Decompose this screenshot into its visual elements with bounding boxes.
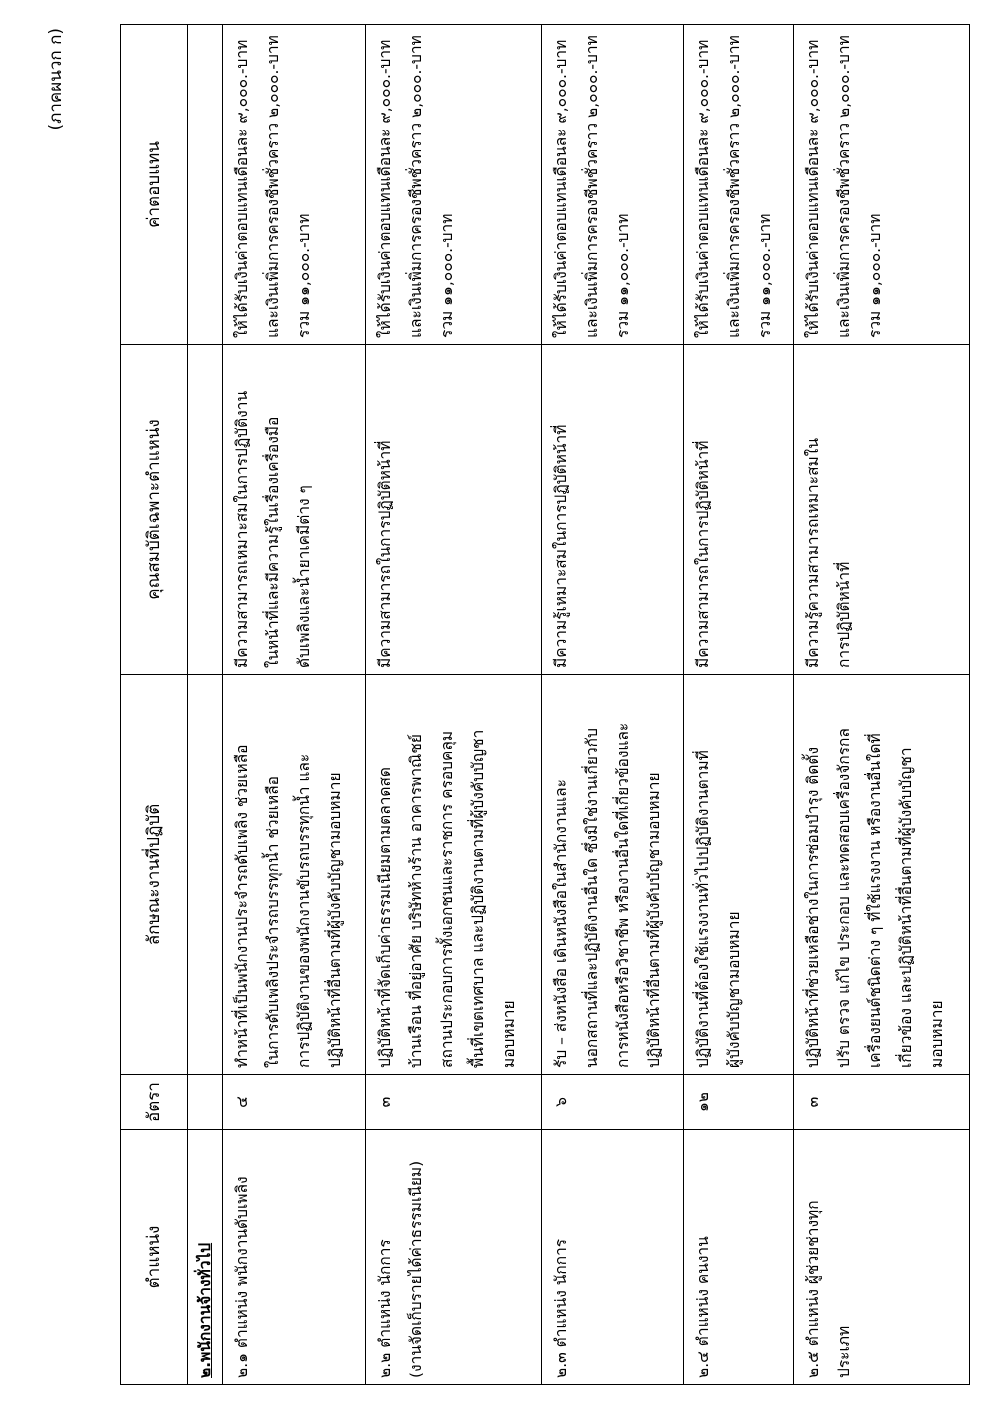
pay-line: รวม ๑๑,๐๐๐.-บาท — [865, 213, 884, 338]
qualification-line: มีความสามารถเหมาะสมในการปฏิบัติงาน — [233, 390, 251, 668]
pay-line: รวม ๑๑,๐๐๐.-บาท — [437, 213, 456, 338]
pay-line: ให้ได้รับเงินค่าตอบแทนเดือนละ ๙,๐๐๐.-บาท — [551, 39, 570, 338]
rate-cell: ๔ — [223, 1075, 366, 1130]
qualification-line: มีความรู้ความสามารถเหมาะสมใน — [803, 438, 822, 668]
position-line: ประเภท — [834, 1325, 853, 1378]
duty-line: ในการดับเพลิงประจำรถบรรทุกน้ำ ช่วยเหลือ — [264, 776, 282, 1068]
position-line: ๒.๓ ตำแหน่ง นักการ — [551, 1238, 570, 1378]
pay-cell — [223, 25, 366, 345]
pay-line: และเงินเพิ่มการครองชีพชั่วคราว ๒,๐๐๐.-บาท — [725, 35, 744, 338]
header-pay: ค่าตอบแทน — [121, 25, 188, 345]
pay-line: ให้ได้รับเงินค่าตอบแทนเดือนละ ๙,๐๐๐.-บาท — [233, 39, 251, 338]
position-line: ๒.๕ ตำแหน่ง ผู้ช่วยช่างทุก — [803, 1200, 822, 1378]
qualification-cell — [793, 345, 969, 675]
qualification-line: มีความสามารถในการปฏิบัติหน้าที่ — [694, 440, 713, 668]
qualification-line: การปฏิบัติหน้าที่ — [834, 561, 853, 668]
duty-line: ผู้บังคับบัญชามอบหมาย — [725, 911, 744, 1068]
duty-cell — [793, 675, 969, 1075]
duty-line: ปฏิบัติงานที่ต้องใช้แรงงานทั่วไปปฏิบัติงานตามที่ — [694, 750, 713, 1068]
header-position: ตำแหน่ง — [121, 1130, 188, 1385]
duty-line: นอกสถานที่และปฏิบัติงานอื่นใด ซึ่งมิใช่งานเกี่ยวกับ — [582, 728, 601, 1068]
qualification-cell — [684, 345, 793, 675]
pay-line: ให้ได้รับเงินค่าตอบแทนเดือนละ ๙,๐๐๐.-บาท — [694, 39, 713, 338]
table-row — [684, 25, 793, 1385]
rate-cell: ๓ — [793, 1075, 969, 1130]
rate-cell: ๓ — [365, 1075, 541, 1130]
section-title: ๒.พนักงานจ้างทั่วไป — [188, 1130, 223, 1385]
duty-line: มอบหมาย — [927, 1000, 946, 1068]
duty-line: การปฏิบัติงานของพนักงานขับรถบรรทุกน้ำ และ — [295, 753, 313, 1068]
position-cell — [541, 1130, 684, 1385]
pay-line: รวม ๑๑,๐๐๐.-บาท — [613, 213, 632, 338]
position-line: ๒.๑ ตำแหน่ง พนักงานดับเพลิง — [233, 1176, 251, 1378]
header-row — [121, 25, 188, 1385]
duty-line: เกี่ยวข้อง และปฏิบัติหน้าที่อื่นตามที่ผู้บังคับบัญชา — [896, 747, 915, 1068]
pay-line: รวม ๑๑,๐๐๐.-บาท — [295, 213, 313, 338]
qualification-line: ดับเพลิงและน้ำยาเคมีต่าง ๆ — [295, 485, 313, 668]
duty-line: รับ – ส่งหนังสือ เดินหนังสือในสำนักงานและ — [551, 779, 570, 1068]
position-line: (งานจัดเก็บรายได้ค่าธรรมเนียม) — [406, 1160, 425, 1378]
qualification-line: มีความสามารถในการปฏิบัติหน้าที่ — [375, 440, 394, 668]
pay-cell — [793, 25, 969, 345]
pay-line: รวม ๑๑,๐๐๐.-บาท — [756, 213, 775, 338]
table-row — [223, 25, 366, 1385]
duty-cell — [684, 675, 793, 1075]
staff-table — [120, 24, 970, 1385]
pay-line: และเงินเพิ่มการครองชีพชั่วคราว ๒,๐๐๐.-บาท — [582, 35, 601, 338]
position-cell — [684, 1130, 793, 1385]
header-duty: ลักษณะงานที่ปฏิบัติ — [121, 675, 188, 1075]
rate-cell: ๖ — [541, 1075, 684, 1130]
header-rate: อัตรา — [121, 1075, 188, 1130]
duty-line: ปฏิบัติหน้าที่จัดเก็บค่าธรรมเนียมตามตลาดสด — [375, 767, 394, 1068]
duty-line: ปฏิบัติหน้าที่อื่นตามที่ผู้บังคับบัญชามอบหมาย — [644, 772, 663, 1068]
position-line: ๒.๔ ตำแหน่ง คนงาน — [694, 1236, 713, 1378]
duty-line: ปฏิบัติหน้าที่อื่นตามที่ผู้บังคับบัญชามอบหมาย — [326, 772, 344, 1068]
pay-cell — [541, 25, 684, 345]
duty-line: ปรับ ตรวจ แก้ไข ประกอบ และทดสอบเครื่องจักรกล — [834, 728, 853, 1068]
table-row — [541, 25, 684, 1385]
pay-line: และเงินเพิ่มการครองชีพชั่วคราว ๒,๐๐๐.-บาท — [406, 35, 425, 338]
duty-line: พื้นที่เขตเทศบาล และปฏิบัติงานตามที่ผู้บังคับบัญชา — [468, 729, 487, 1068]
pay-line: และเงินเพิ่มการครองชีพชั่วคราว ๒,๐๐๐.-บาท — [834, 35, 853, 338]
section-row — [188, 25, 223, 1385]
pay-line: และเงินเพิ่มการครองชีพชั่วคราว ๒,๐๐๐.-บาท — [264, 35, 282, 338]
duty-line: ทำหน้าที่เป็นพนักงานประจำรถดับเพลิง ช่วยเหลือ — [233, 744, 251, 1068]
header-qualification: คุณสมบัติเฉพาะตำแหน่ง — [121, 345, 188, 675]
duty-cell — [541, 675, 684, 1075]
duty-line: บ้านเรือน ที่อยู่อาศัย บริษัทห้างร้าน อาคารพาณิชย์ — [406, 733, 425, 1068]
position-cell — [223, 1130, 366, 1385]
duty-line: ปฏิบัติหน้าที่ช่วยเหลือช่างในการซ่อมบำรุง ติดตั้ง — [803, 746, 822, 1068]
qualification-line: ในหน้าที่และมีความรู้ในเรื่องเครื่องมือ — [264, 416, 282, 668]
table-row — [365, 25, 541, 1385]
position-cell — [365, 1130, 541, 1385]
pay-line: ให้ได้รับเงินค่าตอบแทนเดือนละ ๙,๐๐๐.-บาท — [803, 39, 822, 338]
position-cell — [793, 1130, 969, 1385]
appendix-label: (ภาคผนวก ก) — [46, 28, 66, 131]
qualification-cell — [365, 345, 541, 675]
qualification-cell — [223, 345, 366, 675]
duty-cell — [223, 675, 366, 1075]
duty-line: มอบหมาย — [499, 1000, 518, 1068]
position-line: ๒.๒ ตำแหน่ง นักการ — [375, 1239, 394, 1378]
pay-line: ให้ได้รับเงินค่าตอบแทนเดือนละ ๙,๐๐๐.-บาท — [375, 39, 394, 338]
qualification-line: มีความรู้เหมาะสมในการปฏิบัติหน้าที่ — [551, 424, 570, 668]
duty-cell — [365, 675, 541, 1075]
duty-line: เครื่องยนต์ชนิดต่าง ๆ ที่ใช้แรงงาน หรืองานอื่นใดที่ — [865, 733, 884, 1068]
duty-line: สถานประกอบการทั้งเอกชนและราชการ ครอบคลุม — [437, 730, 456, 1068]
table-row — [793, 25, 969, 1385]
pay-cell — [365, 25, 541, 345]
duty-line: การหนังสือหรือวิชาชีพ หรืองานอื่นใดที่เกี่ยวข้องและ — [613, 722, 632, 1068]
pay-cell — [684, 25, 793, 345]
rate-cell: ๑๒ — [684, 1075, 793, 1130]
qualification-cell — [541, 345, 684, 675]
